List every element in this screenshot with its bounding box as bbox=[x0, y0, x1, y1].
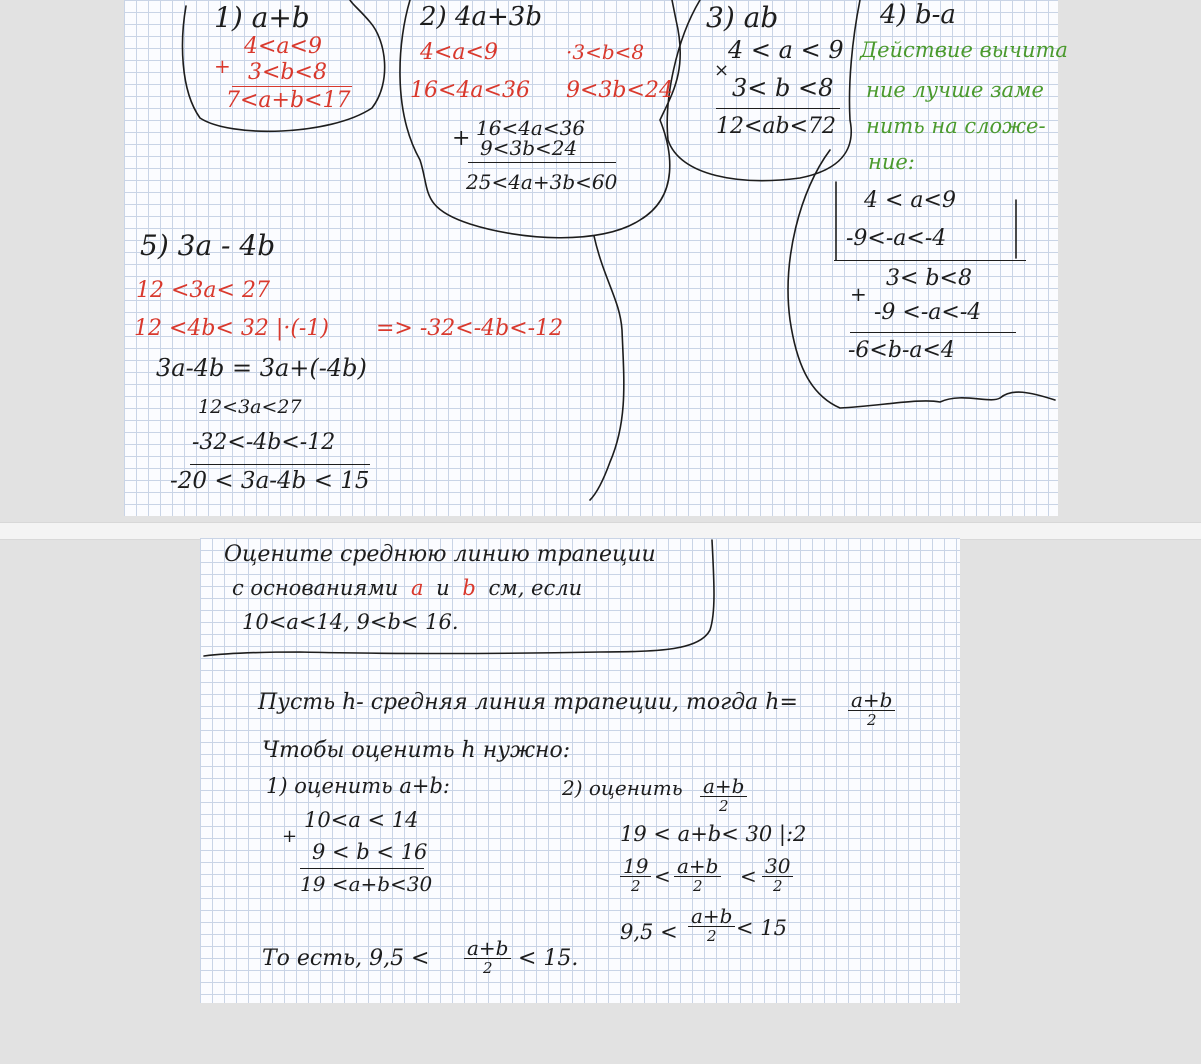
problem4-note-line1: Действие вычита bbox=[860, 38, 1068, 62]
problem1-sum-line bbox=[232, 86, 352, 87]
task-line2 bbox=[232, 578, 582, 599]
problem4-result: -6<b-a<4 bbox=[848, 338, 955, 363]
problem1-line1: 4<a<9 bbox=[244, 34, 322, 59]
problem3-line1: 4 < a < 9 bbox=[728, 36, 844, 64]
step2-result-fraction bbox=[688, 906, 735, 944]
fraction-numerator: a+b bbox=[848, 690, 895, 711]
problem4-a-range: 4 < a<9 bbox=[864, 188, 956, 213]
conclusion-fraction bbox=[464, 938, 511, 976]
task-if-text: см, если bbox=[488, 576, 583, 600]
problem5-sum-line2: -32<-4b<-12 bbox=[192, 430, 336, 455]
step1-b-range: 9 < b < 16 bbox=[312, 840, 428, 864]
problem5-neg-4b-range: => -32<-4b<-12 bbox=[376, 316, 564, 341]
step2-result-denominator: 2 bbox=[706, 927, 717, 945]
step1-a-range: 10<a < 14 bbox=[304, 808, 419, 832]
problem4-plus: + bbox=[850, 282, 867, 306]
step1-label: 1) оценить a+b: bbox=[266, 774, 450, 798]
problem4-top-rule bbox=[834, 260, 1026, 261]
step2-result-left: 9,5 < bbox=[620, 920, 678, 944]
task-var-b: b bbox=[462, 576, 476, 600]
problem5-result: -20 < 3a-4b < 15 bbox=[170, 468, 370, 494]
step2-right-fraction bbox=[762, 856, 793, 894]
step2-result-right: < 15 bbox=[736, 916, 787, 940]
step2-right-denominator: 2 bbox=[772, 877, 783, 895]
task-bases-text: с основаниями bbox=[232, 576, 399, 600]
step2-mid-fraction bbox=[674, 856, 721, 894]
step2-left-denominator: 2 bbox=[630, 877, 641, 895]
step2-mid-numerator: a+b bbox=[674, 856, 721, 877]
problem3-times: × bbox=[714, 60, 730, 81]
problem3-result: 12<ab<72 bbox=[716, 114, 837, 139]
step2-result-numerator: a+b bbox=[688, 906, 735, 927]
problem4-note-line4: ние: bbox=[868, 150, 915, 174]
step2-mid-denominator: 2 bbox=[692, 877, 703, 895]
task-and-text: и bbox=[436, 576, 450, 600]
problem2-result: 25<4a+3b<60 bbox=[466, 170, 618, 194]
problem1-line2: 3<b<8 bbox=[248, 60, 327, 85]
step1-plus: + bbox=[282, 826, 298, 847]
problem1-plus: + bbox=[214, 54, 231, 78]
step2-less1: < bbox=[654, 864, 671, 888]
problem2-b-range: ·3<b<8 bbox=[566, 40, 645, 64]
problem4-neg-a-range2: -9 <-a<-4 bbox=[874, 300, 982, 325]
problem4-b-range: 3< b<8 bbox=[886, 266, 972, 291]
problem3-title: 3) ab bbox=[706, 1, 779, 34]
problem1-result: 7<a+b<17 bbox=[226, 88, 351, 113]
step2-fraction-denominator: 2 bbox=[718, 797, 729, 815]
problem4-sum-rule bbox=[850, 332, 1016, 333]
conclusion-left: То есть, 9,5 < bbox=[262, 946, 430, 971]
midline-fraction bbox=[848, 690, 895, 728]
problem2-plus: + bbox=[452, 126, 471, 151]
problem3-line2: 3< b <8 bbox=[732, 74, 834, 102]
problem2-4a-range: 16<4a<36 bbox=[410, 78, 530, 103]
problem2-sum-rule bbox=[468, 162, 616, 163]
problem4-note-line2: ние лучше заме bbox=[866, 78, 1044, 102]
fraction-denominator: 2 bbox=[866, 711, 877, 729]
problem2-sum-line1: 16<4a<36 bbox=[476, 116, 586, 140]
step2-right-numerator: 30 bbox=[762, 856, 793, 877]
task-var-a: a bbox=[410, 576, 424, 600]
problem5-sum-line1: 12<3a<27 bbox=[198, 396, 302, 418]
step2-fraction bbox=[700, 776, 747, 814]
problem4-neg-a-range: -9<-a<-4 bbox=[846, 226, 947, 251]
solution-let-line: Пусть h- средняя линия трапеции, тогда h= bbox=[258, 690, 798, 715]
problem5-title: 5) 3a - 4b bbox=[140, 229, 276, 262]
conclusion-right: < 15. bbox=[518, 946, 579, 971]
solution-need-line: Чтобы оценить h нужно: bbox=[262, 738, 571, 763]
problem4-note-line3: нить на сложе- bbox=[866, 114, 1046, 138]
problem2-title: 2) 4a+3b bbox=[420, 2, 542, 32]
problem5-3a-range: 12 <3a< 27 bbox=[136, 278, 270, 303]
problem1-title: 1) a+b bbox=[214, 1, 310, 34]
step2-left-numerator: 19 bbox=[620, 856, 651, 877]
step2-fraction-numerator: a+b bbox=[700, 776, 747, 797]
step2-sum-range: 19 < a+b< 30 |:2 bbox=[620, 822, 807, 846]
notebook-page-bottom bbox=[200, 538, 960, 1003]
problem2-a-range: 4<a<9 bbox=[420, 40, 498, 65]
task-line1: Оцените среднюю линию трапеции bbox=[224, 542, 656, 567]
problem2-sum-line2: 9<3b<24 bbox=[480, 136, 578, 160]
conclusion-numerator: a+b bbox=[464, 938, 511, 959]
step2-label: 2) оценить bbox=[562, 776, 683, 800]
step1-result: 19 <a+b<30 bbox=[300, 872, 433, 896]
problem2-3b-range: 9<3b<24 bbox=[566, 78, 673, 103]
problem4-title: 4) b-a bbox=[880, 0, 956, 30]
step2-left-fraction bbox=[620, 856, 651, 894]
conclusion-denominator: 2 bbox=[482, 959, 493, 977]
step2-less2: < bbox=[740, 864, 757, 888]
problem5-identity: 3a-4b = 3a+(-4b) bbox=[156, 354, 367, 382]
problem5-sum-rule bbox=[190, 464, 370, 465]
step1-rule bbox=[300, 868, 424, 869]
problem3-rule bbox=[716, 108, 840, 109]
task-line3: 10<a<14, 9<b< 16. bbox=[242, 610, 459, 634]
problem5-4b-range: 12 <4b< 32 |·(-1) bbox=[134, 316, 329, 341]
